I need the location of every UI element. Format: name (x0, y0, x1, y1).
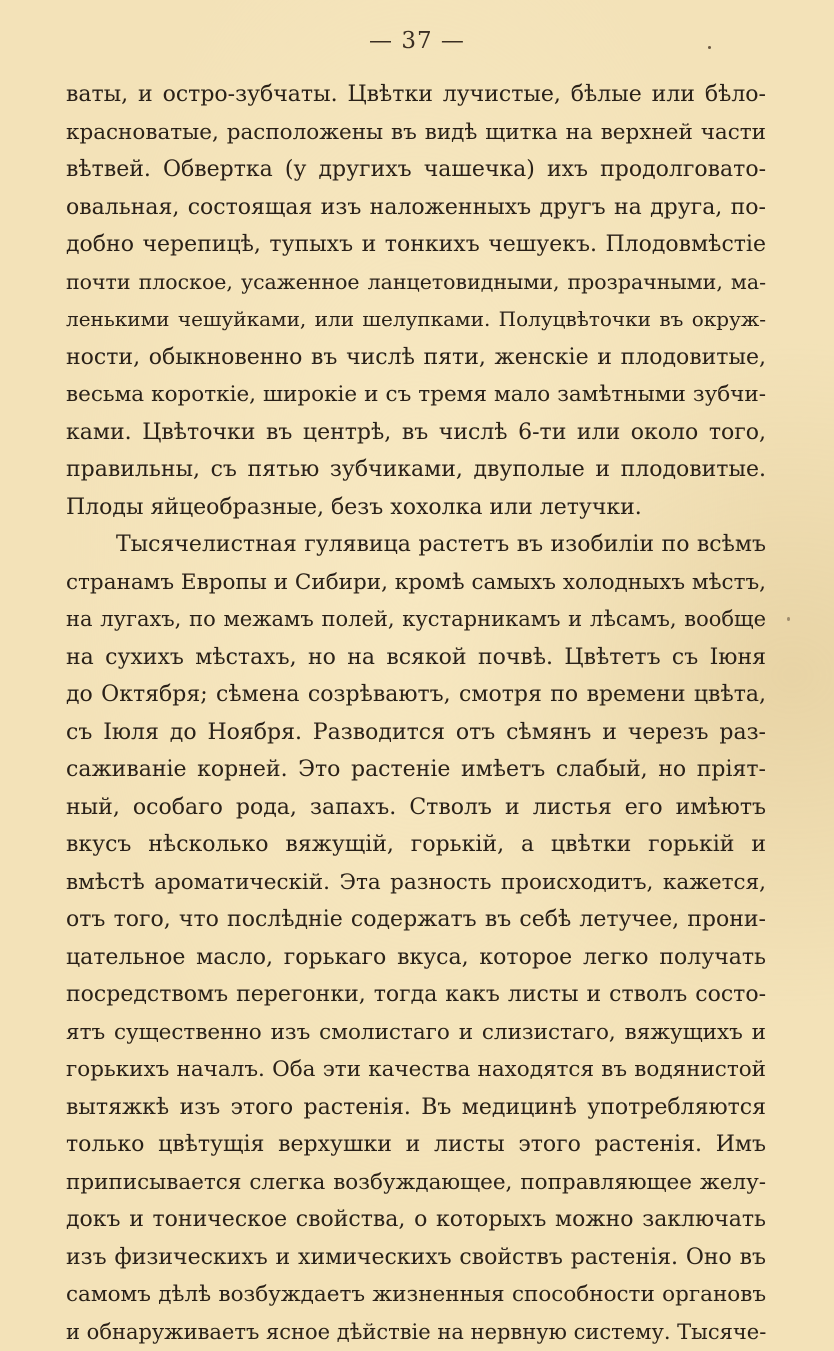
text-line: съ Іюля до Ноября. Разводится отъ сѣмянъ и черезъ раз- (66, 714, 766, 752)
text-line: ваты, и остро-зубчаты. Цвѣтки лучистые, бѣлые или бѣло- (66, 76, 766, 114)
text-line: ками. Цвѣточки въ центрѣ, въ числѣ 6-ти или около того, (66, 414, 766, 452)
text-line: правильны, съ пятью зубчиками, двуполые и плодовитые. (66, 451, 766, 489)
text-line: весьма короткіе, широкіе и съ тремя мало замѣтными зубчи- (66, 376, 766, 414)
text-line: ный, особаго рода, запахъ. Стволъ и листья его имѣютъ (66, 789, 766, 827)
text-line: докъ и тоническое свойства, о которыхъ можно заключать (66, 1201, 766, 1239)
paragraph-start-line: Тысячелистная гулявица растетъ въ изобиліи по всѣмъ (66, 526, 766, 564)
text-line: вытяжкѣ изъ этого растенія. Въ медицинѣ употребляются (66, 1089, 766, 1127)
text-line: красноватые, расположены въ видѣ щитка на верхней части (66, 114, 766, 152)
text-line: только цвѣтущія верхушки и листы этого растенія. Имъ (66, 1126, 766, 1164)
paragraph-end-line: Плоды яйцеобразные, безъ хохолка или летучки. (66, 489, 766, 527)
text-line: горькихъ началъ. Оба эти качества находятся въ водянистой (66, 1051, 766, 1089)
text-line: отъ того, что послѣдніе содержатъ въ себѣ летучее, прони- (66, 901, 766, 939)
text-line: ности, обыкновенно въ числѣ пяти, женскіе и плодовитые, (66, 339, 766, 377)
text-line: ятъ существенно изъ смолистаго и слизистаго, вяжущихъ и (66, 1014, 766, 1052)
text-line: саживаніе корней. Это растеніе имѣетъ слабый, но пріят- (66, 751, 766, 789)
text-line: почти плоское, усаженное ланцетовидными, прозрачными, ма- (66, 264, 766, 302)
text-line: вѣтвей. Обвертка (у другихъ чашечка) ихъ продолговато- (66, 151, 766, 189)
text-line: приписывается слегка возбуждающее, поправляющее желу- (66, 1164, 766, 1202)
paper-speck (787, 617, 790, 621)
text-line: изъ физическихъ и химическихъ свойствъ растенія. Оно въ (66, 1239, 766, 1277)
text-line: вмѣстѣ ароматическій. Эта разность происходитъ, кажется, (66, 864, 766, 902)
text-line: цательное масло, горькаго вкуса, которое легко получать (66, 939, 766, 977)
text-line: посредствомъ перегонки, тогда какъ листы и стволъ состо- (66, 976, 766, 1014)
text-line: самомъ дѣлѣ возбуждаетъ жизненныя способности органовъ (66, 1276, 766, 1314)
text-line: добно черепицѣ, тупыхъ и тонкихъ чешуекъ. Плодовмѣстіе (66, 226, 766, 264)
text-line: до Октября; сѣмена созрѣваютъ, смотря по времени цвѣта, (66, 676, 766, 714)
text-line: на лугахъ, по межамъ полей, кустарникамъ и лѣсамъ, вообще (66, 601, 766, 639)
text-line: странамъ Европы и Сибири, кромѣ самыхъ холодныхъ мѣстъ, (66, 564, 766, 602)
text-line: и обнаруживаетъ ясное дѣйствіе на нервную систему. Тысяче- (66, 1314, 766, 1351)
text-line: вкусъ нѣсколько вяжущій, горькій, а цвѣтки горькій и (66, 826, 766, 864)
text-line: ленькими чешуйками, или шелупками. Полуцвѣточки въ окруж- (66, 301, 766, 339)
page-number: — 37 — (0, 28, 834, 54)
paper-speck (708, 46, 711, 49)
text-line: овальная, состоящая изъ наложенныхъ другъ на друга, по- (66, 189, 766, 227)
text-line: на сухихъ мѣстахъ, но на всякой почвѣ. Цвѣтетъ съ Іюня (66, 639, 766, 677)
body-text (66, 76, 766, 1351)
